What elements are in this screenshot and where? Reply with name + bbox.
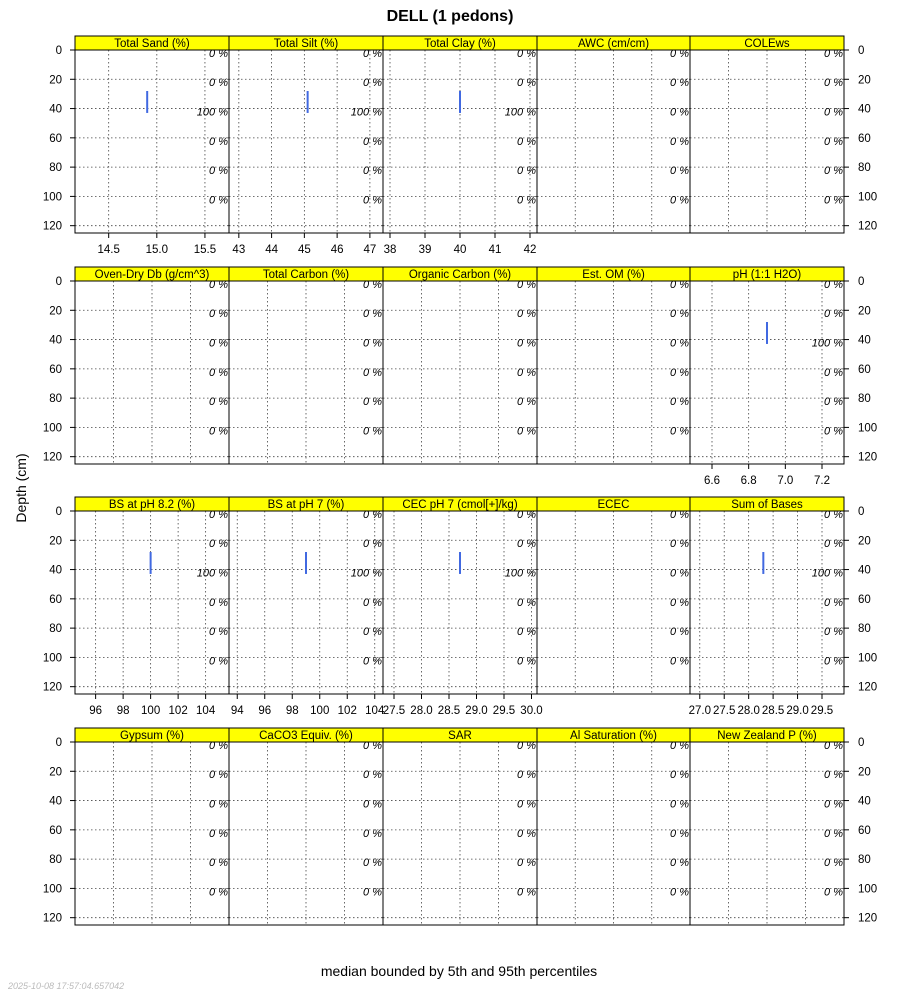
percent-label: 0 % xyxy=(824,827,843,840)
percent-label: 0 % xyxy=(209,308,228,321)
panel-cec-ph-7-cmol-kg xyxy=(383,497,543,717)
percent-label: 0 % xyxy=(824,135,843,148)
percent-label: 0 % xyxy=(670,739,689,752)
percent-label: 0 % xyxy=(517,194,536,207)
percent-label: 0 % xyxy=(363,135,382,148)
panel-strip-label: Est. OM (%) xyxy=(582,269,645,281)
panel-strip-label: Organic Carbon (%) xyxy=(408,269,512,281)
panel-new-zealand-p xyxy=(690,728,877,925)
y-tick-label: 120 xyxy=(42,220,62,233)
panel-frame xyxy=(75,47,229,233)
percent-label: 0 % xyxy=(209,769,228,782)
y-tick-label: 80 xyxy=(858,162,871,175)
percent-label: 0 % xyxy=(824,366,843,379)
y-tick-label: 20 xyxy=(858,305,871,318)
percent-label: 0 % xyxy=(824,106,843,119)
percent-label: 0 % xyxy=(670,47,689,60)
panel-frame xyxy=(383,739,537,925)
percent-label: 0 % xyxy=(517,165,536,178)
x-tick-label: 100 xyxy=(141,705,161,717)
y-tick-label: 40 xyxy=(49,103,62,116)
percent-label: 0 % xyxy=(517,886,536,899)
y-tick-label: 60 xyxy=(858,593,871,606)
percent-label: 0 % xyxy=(670,827,689,840)
percent-label: 100 % xyxy=(350,567,382,580)
x-tick-label: 27.5 xyxy=(713,705,736,717)
percent-label: 0 % xyxy=(517,827,536,840)
panel-frame xyxy=(229,508,383,694)
x-tick-label: 29.5 xyxy=(492,705,516,717)
percent-label: 0 % xyxy=(363,396,382,409)
panel-strip-label: COLEws xyxy=(744,38,790,50)
panel-caco3-equiv xyxy=(229,728,383,925)
percent-label: 0 % xyxy=(517,366,536,379)
x-tick-label: 41 xyxy=(488,244,502,256)
x-tick-label: 14.5 xyxy=(97,244,120,256)
percent-label: 0 % xyxy=(209,886,228,899)
percent-label: 0 % xyxy=(824,739,843,752)
x-tick-label: 42 xyxy=(523,244,537,256)
percent-label: 0 % xyxy=(670,769,689,782)
percent-label: 0 % xyxy=(363,827,382,840)
y-tick-label: 120 xyxy=(42,912,62,925)
percent-label: 0 % xyxy=(209,194,228,207)
percent-label: 0 % xyxy=(209,278,228,291)
percent-label: 0 % xyxy=(517,337,536,350)
panel-strip-label: Oven-Dry Db (g/cm^3) xyxy=(94,269,210,281)
y-tick-label: 0 xyxy=(858,737,865,749)
x-tick-label: 45 xyxy=(297,244,311,256)
percent-label: 0 % xyxy=(517,396,536,409)
panel-frame xyxy=(75,508,229,694)
percent-label: 0 % xyxy=(209,396,228,409)
y-tick-label: 80 xyxy=(858,393,871,406)
y-tick-label: 80 xyxy=(858,623,871,636)
percent-label: 0 % xyxy=(670,165,689,178)
panel-frame xyxy=(383,278,537,464)
percent-label: 0 % xyxy=(824,886,843,899)
percent-label: 0 % xyxy=(517,538,536,551)
percent-label: 0 % xyxy=(824,798,843,811)
percent-label: 100 % xyxy=(196,567,228,580)
percent-label: 0 % xyxy=(517,596,536,609)
panel-strip-label: Sum of Bases xyxy=(731,499,803,511)
x-tick-label: 27.5 xyxy=(382,705,406,717)
percent-label: 0 % xyxy=(363,769,382,782)
percent-label: 0 % xyxy=(824,308,843,321)
x-tick-label: 102 xyxy=(168,705,188,717)
percent-label: 0 % xyxy=(363,857,382,870)
percent-label: 0 % xyxy=(824,626,843,639)
y-tick-label: 120 xyxy=(858,912,878,925)
panel-est-om xyxy=(537,267,690,464)
panel-strip-label: BS at pH 8.2 (%) xyxy=(108,499,196,511)
percent-label: 0 % xyxy=(670,798,689,811)
panel-strip-label: SAR xyxy=(448,730,472,742)
percent-label: 0 % xyxy=(363,508,382,521)
panels xyxy=(43,36,877,925)
percent-label: 0 % xyxy=(209,798,228,811)
percent-label: 0 % xyxy=(824,538,843,551)
y-tick-label: 20 xyxy=(49,305,62,318)
y-tick-label: 20 xyxy=(49,535,62,548)
percent-label: 100 % xyxy=(504,567,536,580)
percent-label: 0 % xyxy=(824,194,843,207)
y-tick-label: 120 xyxy=(42,681,62,694)
percent-label: 0 % xyxy=(824,278,843,291)
percent-label: 0 % xyxy=(363,626,382,639)
y-tick-label: 0 xyxy=(55,737,62,749)
y-tick-label: 40 xyxy=(49,795,62,808)
percent-label: 0 % xyxy=(363,337,382,350)
percent-label: 0 % xyxy=(363,798,382,811)
x-tick-label: 39 xyxy=(418,244,432,256)
percent-label: 0 % xyxy=(363,739,382,752)
percent-label: 0 % xyxy=(824,857,843,870)
y-tick-label: 0 xyxy=(55,506,62,518)
percent-label: 0 % xyxy=(824,425,843,438)
panel-bs-at-ph-8-2 xyxy=(43,497,229,717)
x-tick-label: 102 xyxy=(337,705,357,717)
y-tick-label: 80 xyxy=(49,854,62,867)
x-tick-label: 7.0 xyxy=(777,475,794,487)
percent-label: 0 % xyxy=(517,626,536,639)
panel-strip-label: Total Carbon (%) xyxy=(262,269,350,281)
y-tick-label: 80 xyxy=(49,393,62,406)
panel-strip-label: pH (1:1 H2O) xyxy=(732,269,802,281)
y-tick-label: 80 xyxy=(49,162,62,175)
x-tick-label: 94 xyxy=(230,705,244,717)
percent-label: 0 % xyxy=(824,655,843,668)
percent-label: 100 % xyxy=(196,106,228,119)
x-tick-label: 28.5 xyxy=(437,705,461,717)
percent-label: 0 % xyxy=(209,425,228,438)
percent-label: 0 % xyxy=(670,308,689,321)
x-tick-label: 43 xyxy=(232,244,246,256)
percent-label: 0 % xyxy=(517,308,536,321)
panel-strip-label: AWC (cm/cm) xyxy=(577,38,650,50)
percent-label: 0 % xyxy=(209,508,228,521)
percent-label: 0 % xyxy=(517,508,536,521)
panel-ecec xyxy=(537,497,690,694)
percent-label: 0 % xyxy=(363,47,382,60)
percent-label: 100 % xyxy=(350,106,382,119)
percent-label: 0 % xyxy=(209,739,228,752)
percent-label: 0 % xyxy=(670,886,689,899)
percent-label: 0 % xyxy=(363,278,382,291)
panel-strip-label: BS at pH 7 (%) xyxy=(267,499,345,511)
panel-frame xyxy=(75,278,229,464)
y-tick-label: 60 xyxy=(858,824,871,837)
percent-label: 0 % xyxy=(209,47,228,60)
y-tick-label: 100 xyxy=(858,883,878,896)
x-tick-label: 29.0 xyxy=(786,705,809,717)
percent-label: 0 % xyxy=(670,106,689,119)
panel-strip-label: Al Saturation (%) xyxy=(570,730,657,742)
percent-label: 0 % xyxy=(363,425,382,438)
panel-gypsum xyxy=(43,728,229,925)
x-tick-label: 38 xyxy=(383,244,397,256)
y-tick-label: 0 xyxy=(55,276,62,288)
percent-label: 0 % xyxy=(670,538,689,551)
percent-label: 0 % xyxy=(209,366,228,379)
percent-label: 0 % xyxy=(363,366,382,379)
percent-label: 100 % xyxy=(811,337,843,350)
y-tick-label: 60 xyxy=(49,132,62,145)
percent-label: 0 % xyxy=(670,567,689,580)
percent-label: 0 % xyxy=(517,739,536,752)
percent-label: 0 % xyxy=(670,857,689,870)
y-tick-label: 100 xyxy=(858,422,878,435)
x-tick-label: 46 xyxy=(330,244,344,256)
panel-frame xyxy=(690,278,844,464)
y-tick-label: 40 xyxy=(858,795,871,808)
panel-frame xyxy=(537,47,690,233)
percent-label: 0 % xyxy=(363,165,382,178)
x-tick-label: 104 xyxy=(365,705,385,717)
percent-label: 0 % xyxy=(363,308,382,321)
panel-total-clay xyxy=(383,36,537,256)
y-tick-label: 20 xyxy=(858,74,871,87)
percent-label: 0 % xyxy=(209,626,228,639)
x-tick-label: 29.0 xyxy=(465,705,488,717)
chart-title: DELL (1 pedons) xyxy=(386,8,514,25)
panel-frame xyxy=(537,278,690,464)
panel-ph-1-1-h2o xyxy=(690,267,877,487)
panel-strip-label: ECEC xyxy=(597,499,630,511)
percent-label: 0 % xyxy=(209,165,228,178)
percent-label: 0 % xyxy=(209,538,228,551)
y-tick-label: 40 xyxy=(858,334,871,347)
percent-label: 0 % xyxy=(824,769,843,782)
percent-label: 0 % xyxy=(363,886,382,899)
panel-strip-label: CEC pH 7 (cmol[+]/kg) xyxy=(402,499,518,511)
panel-strip-label: Total Clay (%) xyxy=(424,38,496,50)
percent-label: 0 % xyxy=(363,596,382,609)
percent-label: 0 % xyxy=(824,596,843,609)
y-tick-label: 60 xyxy=(49,593,62,606)
panel-frame xyxy=(383,47,537,233)
y-tick-label: 0 xyxy=(858,276,865,288)
x-tick-label: 44 xyxy=(265,244,278,256)
panel-frame xyxy=(537,739,690,925)
percent-label: 0 % xyxy=(670,626,689,639)
panel-colews xyxy=(690,36,877,233)
percent-label: 0 % xyxy=(209,827,228,840)
y-tick-label: 120 xyxy=(858,220,878,233)
y-tick-label: 20 xyxy=(49,766,62,779)
y-tick-label: 80 xyxy=(858,854,871,867)
panel-strip-label: CaCO3 Equiv. (%) xyxy=(259,730,353,742)
x-tick-label: 30.0 xyxy=(520,705,543,717)
percent-label: 0 % xyxy=(824,77,843,90)
y-tick-label: 20 xyxy=(858,535,871,548)
y-tick-label: 100 xyxy=(42,191,62,204)
percent-label: 0 % xyxy=(670,425,689,438)
percent-label: 0 % xyxy=(670,337,689,350)
y-tick-label: 120 xyxy=(858,451,878,464)
percent-label: 0 % xyxy=(670,366,689,379)
panel-total-sand xyxy=(43,36,229,256)
panel-frame xyxy=(537,508,690,694)
panel-al-saturation xyxy=(537,728,690,925)
panel-frame xyxy=(229,739,383,925)
y-tick-label: 40 xyxy=(49,564,62,577)
x-tick-label: 98 xyxy=(116,705,130,717)
percent-label: 0 % xyxy=(363,77,382,90)
x-tick-label: 6.6 xyxy=(704,475,720,487)
x-tick-label: 47 xyxy=(363,244,377,256)
percent-label: 0 % xyxy=(209,596,228,609)
percent-label: 0 % xyxy=(670,655,689,668)
panel-oven-dry-db-g-cm-3 xyxy=(43,267,229,464)
y-tick-label: 40 xyxy=(858,103,871,116)
panel-strip-label: New Zealand P (%) xyxy=(717,730,817,742)
percent-label: 0 % xyxy=(517,425,536,438)
y-tick-label: 60 xyxy=(49,363,62,376)
x-tick-label: 29.5 xyxy=(810,705,834,717)
x-tick-label: 28.5 xyxy=(761,705,785,717)
y-tick-label: 40 xyxy=(858,564,871,577)
y-tick-label: 0 xyxy=(858,506,865,518)
percent-label: 0 % xyxy=(670,77,689,90)
percent-label: 0 % xyxy=(363,655,382,668)
panel-organic-carbon xyxy=(383,267,537,464)
y-tick-label: 60 xyxy=(858,363,871,376)
percent-label: 0 % xyxy=(670,396,689,409)
x-tick-label: 7.2 xyxy=(814,475,830,487)
percent-label: 0 % xyxy=(209,655,228,668)
panel-bs-at-ph-7 xyxy=(229,497,385,717)
y-tick-label: 120 xyxy=(858,681,878,694)
panel-strip-label: Total Sand (%) xyxy=(114,38,190,50)
percent-label: 0 % xyxy=(670,194,689,207)
x-axis-title: median bounded by 5th and 95th percentiles xyxy=(320,963,598,979)
timestamp: 2025-10-08 17:57:04.657042 xyxy=(8,981,125,991)
x-tick-label: 15.0 xyxy=(145,244,169,256)
panel-total-silt xyxy=(229,36,383,256)
panel-frame xyxy=(229,47,383,233)
panel-sum-of-bases xyxy=(689,497,878,717)
percent-label: 0 % xyxy=(670,596,689,609)
percent-label: 0 % xyxy=(209,337,228,350)
percent-label: 0 % xyxy=(824,396,843,409)
y-axis-title: Depth (cm) xyxy=(13,453,29,523)
y-tick-label: 0 xyxy=(858,45,865,57)
percent-label: 0 % xyxy=(517,798,536,811)
percent-label: 0 % xyxy=(517,769,536,782)
panel-strip-label: Total Silt (%) xyxy=(273,38,339,50)
x-tick-label: 100 xyxy=(310,705,330,717)
panel-frame xyxy=(690,739,844,925)
percent-label: 0 % xyxy=(209,135,228,148)
percent-label: 0 % xyxy=(517,857,536,870)
percent-label: 0 % xyxy=(209,857,228,870)
panel-frame xyxy=(690,508,844,694)
percent-label: 0 % xyxy=(824,47,843,60)
panel-frame xyxy=(383,508,537,694)
panel-frame xyxy=(690,47,844,233)
percent-label: 0 % xyxy=(670,278,689,291)
y-tick-label: 20 xyxy=(49,74,62,87)
percent-label: 0 % xyxy=(824,165,843,178)
y-tick-label: 100 xyxy=(858,191,878,204)
percent-label: 0 % xyxy=(209,77,228,90)
panel-frame xyxy=(75,739,229,925)
x-tick-label: 6.8 xyxy=(740,475,757,487)
percent-label: 0 % xyxy=(517,655,536,668)
y-tick-label: 60 xyxy=(858,132,871,145)
x-tick-label: 28.0 xyxy=(737,705,760,717)
percent-label: 0 % xyxy=(824,508,843,521)
x-tick-label: 104 xyxy=(196,705,216,717)
percent-label: 0 % xyxy=(670,508,689,521)
panel-strip-label: Gypsum (%) xyxy=(120,730,184,742)
x-tick-label: 15.5 xyxy=(193,244,217,256)
percent-label: 0 % xyxy=(517,77,536,90)
y-tick-label: 100 xyxy=(42,883,62,896)
percent-label: 0 % xyxy=(517,47,536,60)
y-tick-label: 20 xyxy=(858,766,871,779)
percent-label: 0 % xyxy=(363,538,382,551)
percent-label: 0 % xyxy=(670,135,689,148)
panel-total-carbon xyxy=(229,267,383,464)
percent-label: 0 % xyxy=(517,278,536,291)
percent-label: 100 % xyxy=(811,567,843,580)
y-tick-label: 100 xyxy=(42,652,62,665)
y-tick-label: 100 xyxy=(858,652,878,665)
x-tick-label: 28.0 xyxy=(410,705,433,717)
y-tick-label: 0 xyxy=(55,45,62,57)
panel-awc-cm-cm xyxy=(537,36,690,233)
percent-label: 0 % xyxy=(363,194,382,207)
percent-label: 0 % xyxy=(517,135,536,148)
panel-frame xyxy=(229,278,383,464)
y-tick-label: 80 xyxy=(49,623,62,636)
y-tick-label: 120 xyxy=(42,451,62,464)
panel-sar xyxy=(383,728,537,925)
y-tick-label: 100 xyxy=(42,422,62,435)
percent-label: 100 % xyxy=(504,106,536,119)
x-tick-label: 96 xyxy=(258,705,272,717)
x-tick-label: 40 xyxy=(453,244,467,256)
x-tick-label: 96 xyxy=(89,705,103,717)
x-tick-label: 27.0 xyxy=(688,705,711,717)
y-tick-label: 40 xyxy=(49,334,62,347)
x-tick-label: 98 xyxy=(285,705,299,717)
y-tick-label: 60 xyxy=(49,824,62,837)
